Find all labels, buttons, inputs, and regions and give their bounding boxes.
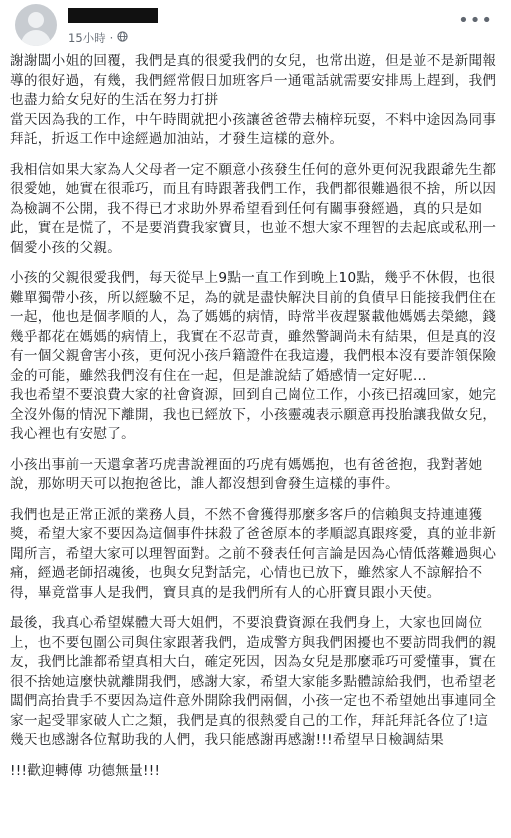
avatar-body <box>21 30 51 46</box>
post-paragraph-7: !!!歡迎轉傳 功德無量!!! <box>10 762 161 779</box>
post-paragraph-5: 我們也是正常正派的業務人員，不然不會獲得那麼多客戶的信賴與支持連連獲獎，希望大家不要因為這個事件抹殺了爸爸原本的孝順認真跟疼愛，真的並非新聞所言，希望大家可以理智面對。之前不發表任何言論是因為心情低落難過與心痛，經過老師招魂後，也與女兒對話完，心情也已放下，雖然家人不諒解拾不得，畢竟當事人是我們，寶貝真的是我們所有人的心肝寶貝跟小天使。 <box>10 506 497 601</box>
post-paragraph-4: 小孩出事前一天還拿著巧虎書說裡面的巧虎有媽媽抱，也有爸爸抱，我對著她說，那妳明天可以抱抱爸比，誰人都沒想到會發生這樣的事件。 <box>10 456 483 492</box>
author-name-redacted[interactable] <box>68 8 158 23</box>
post-timestamp[interactable]: 15小時 <box>68 31 106 45</box>
post-paragraph-3: 小孩的父親很愛我們，每天從早上9點一直工作到晚上10點，幾乎不休假，也很難單獨帶小孩，所以經驗不足，為的就是盡快解決目前的負債早日能接我們住在一起，他也是個孝順的人，為了媽媽的病情，時常半夜趕緊載他媽媽去榮總，錢幾乎都花在媽媽的病情上，我實在不忍苛責，雖然警調尚未有結果，但是真的沒有一個父親會害小孩，更何況小孩戶籍證件在我這邊，我們根本沒有要詐領保險金的可能，雖然我們沒有住在一起，但是誰說結了婚感情一定好呢… 我也希望不要浪費大家的社會資源，回到自己崗位工作，小孩已招魂回家，她完全沒外傷的情況下離開，我也已經放下，小孩靈魂表示願意再投胎讓我做女兒，我心裡也有安慰了。 <box>10 270 497 442</box>
post-meta <box>68 30 128 46</box>
avatar-head <box>28 12 44 28</box>
post-body <box>8 52 503 781</box>
post-header <box>8 0 503 52</box>
post-paragraph-1: 謝謝闆小姐的回覆，我們是真的很愛我們的女兒，也常出遊，但是並不是新聞報導的很好過，有幾，我們經常假日加班客戶一通電話就需要安排馬上趕到，我們也盡力給女兒好的生活在努力打拼 當天因為我的工作，中午時間就把小孩讓爸爸帶去楠梓玩耍，不料中途因為同事拜託，折返工作中途經過加油站，才發生這樣的意外。 <box>10 53 497 147</box>
avatar[interactable] <box>15 4 57 46</box>
post-paragraph-2: 我相信如果大家為人父母者一定不願意小孩發生任何的意外更何況我跟爺先生都很愛她，她實在很乖巧，而且有時跟著我們工作，我們都很難過很不捨，所以因為檢調不公開，我不得已才求助外界希望看到任何有關事發經過，真的只是如此，實在是慌了，不是要消費我家寶貝，也並不想大家不理智的去起底或私刑一個愛小孩的父親。 <box>10 161 497 256</box>
more-options-icon[interactable]: ••• <box>458 10 493 31</box>
post-paragraph-6: 最後，我真心希望媒體大哥大姐們，不要浪費資源在我們身上，大家也回崗位上，也不要包圍公司與住家跟著我們，造成警方與我們困擾也不要訪問我們的親友，我們比誰都希望真相大白，確定死因，因為女兒是那麼乖巧可愛懂事，實在很不捨她這麼快就離開我們，感謝大家，希望大家能多點體諒給我們，也希望老闆們高抬貴手不要因為這件意外開除我們兩個，小孩一定也不希望她出事連同全家一起受罪家破人亡之類，我們是真的很熱愛自己的工作，拜託拜託各位了!這幾天也感謝各位幫助我的人們，我只能感謝再感謝!!!希望早日檢調結果 <box>10 615 497 748</box>
globe-icon <box>117 31 128 45</box>
meta-separator: · <box>109 31 114 45</box>
